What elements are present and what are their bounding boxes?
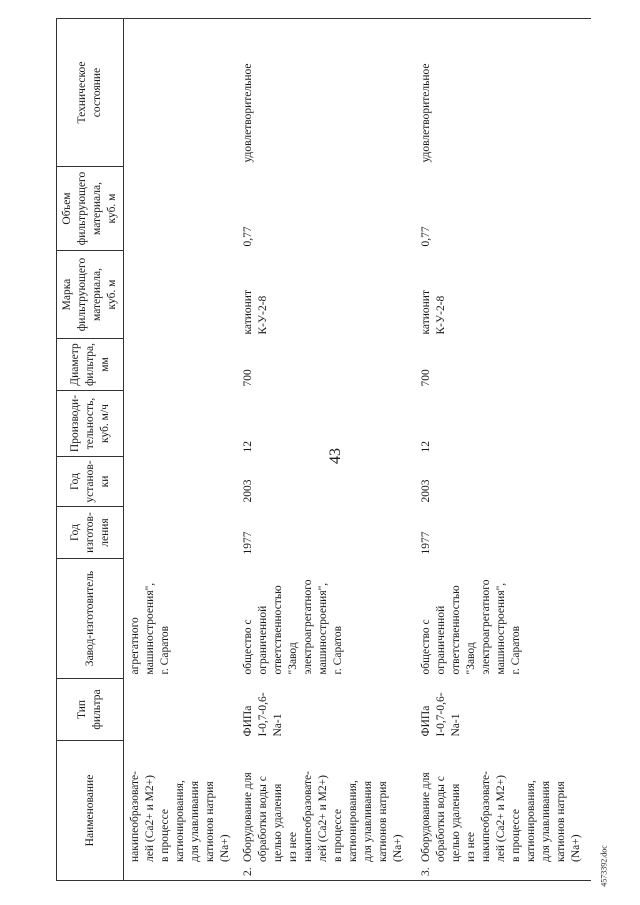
table-row bbox=[413, 19, 591, 881]
cell-filter-type bbox=[124, 679, 236, 741]
cell-year-made bbox=[124, 507, 236, 559]
cell-material-brand: катионит К-У-2-8 bbox=[420, 290, 447, 335]
cell-diameter: 700 bbox=[420, 369, 432, 387]
header-diameter: Диаметр фильтра, мм bbox=[57, 339, 124, 391]
filters-table bbox=[56, 18, 591, 881]
cell-year-installed bbox=[124, 457, 236, 507]
page-number: 43 bbox=[327, 448, 344, 464]
cell-filter-type: ФИПа I-0,7-0,6- Na-1 bbox=[420, 692, 462, 737]
header-year-made: Год изготов- ления bbox=[57, 507, 124, 559]
cell-manufacturer: агрегатного машиностроения", г. Саратов bbox=[129, 582, 171, 675]
cell-year-made: 1977 bbox=[242, 531, 254, 555]
cell-capacity bbox=[124, 391, 236, 457]
header-condition: Техническое состояние bbox=[57, 19, 124, 167]
cell-manufacturer: общество с ограниченной ответственностью "Завод электроагрегатного машиностроения", г. Саратов bbox=[420, 579, 522, 675]
row-number: 3. bbox=[420, 867, 432, 876]
cell-material-volume: 0,77 bbox=[420, 226, 432, 247]
cell-year-installed: 2003 bbox=[242, 479, 254, 503]
cell-year-installed: 2003 bbox=[420, 479, 432, 503]
row-number: 2. bbox=[242, 867, 254, 876]
table-row-continuation bbox=[124, 19, 236, 881]
cell-condition: удовлетворительное bbox=[235, 19, 413, 167]
cell-condition bbox=[124, 19, 236, 167]
cell-condition: удовлетворительное bbox=[413, 19, 591, 167]
header-capacity: Производи- тельность, куб. м/ч bbox=[57, 391, 124, 457]
footer-filename: 4573392.doc bbox=[599, 845, 609, 887]
cell-name bbox=[413, 741, 591, 881]
header-filter-type: Тип фильтра bbox=[57, 679, 124, 741]
cell-diameter bbox=[124, 339, 236, 391]
cell-material-volume: 0,77 bbox=[242, 226, 254, 247]
cell-filter-type: ФИПа I-0,7-0,6- Na-1 bbox=[242, 692, 284, 737]
cell-material-brand bbox=[124, 251, 236, 339]
cell-material-brand: катионит К-У-2-8 bbox=[242, 290, 269, 335]
header-material-brand: Марка фильтрующего материала, куб. м bbox=[57, 251, 124, 339]
cell-capacity: 12 bbox=[420, 441, 432, 453]
cell-capacity: 12 bbox=[242, 441, 254, 453]
cell-name: накипеобразовате- лей (Ca2+ и M2+) в процессе катионирования, для улавливания катионов натрия (Na+) bbox=[124, 741, 236, 881]
row-name-text: Оборудование для обработки воды с целью удаления из нее накипеобразовате- лей (Ca2+ и M2+) в процессе катионирования, для улавливания катионов натрия (Na+) bbox=[242, 771, 404, 862]
header-manufacturer: Завод-изготовитель bbox=[57, 559, 124, 679]
cell-year-made: 1977 bbox=[420, 531, 432, 555]
cell-manufacturer: общество с ограниченной ответственностью "Завод электроагрегатного машиностроения", г. Саратов bbox=[242, 579, 344, 675]
cell-diameter: 700 bbox=[242, 369, 254, 387]
row-name-text: Оборудование для обработки воды с целью удаления из нее накипеобразовате- лей (Ca2+ и M2+) в процессе катионирования, для улавливания катионов натрия (Na+) bbox=[420, 771, 582, 862]
header-name: Наименование bbox=[57, 741, 124, 881]
cell-name bbox=[235, 741, 413, 881]
table-row bbox=[235, 19, 413, 881]
table-header-row bbox=[57, 19, 124, 881]
filters-table-rotated bbox=[56, 19, 589, 881]
cell-material-volume bbox=[124, 167, 236, 251]
header-year-installed: Год установ- ки bbox=[57, 457, 124, 507]
header-material-volume: Объем фильтрующего материала, куб. м bbox=[57, 167, 124, 251]
